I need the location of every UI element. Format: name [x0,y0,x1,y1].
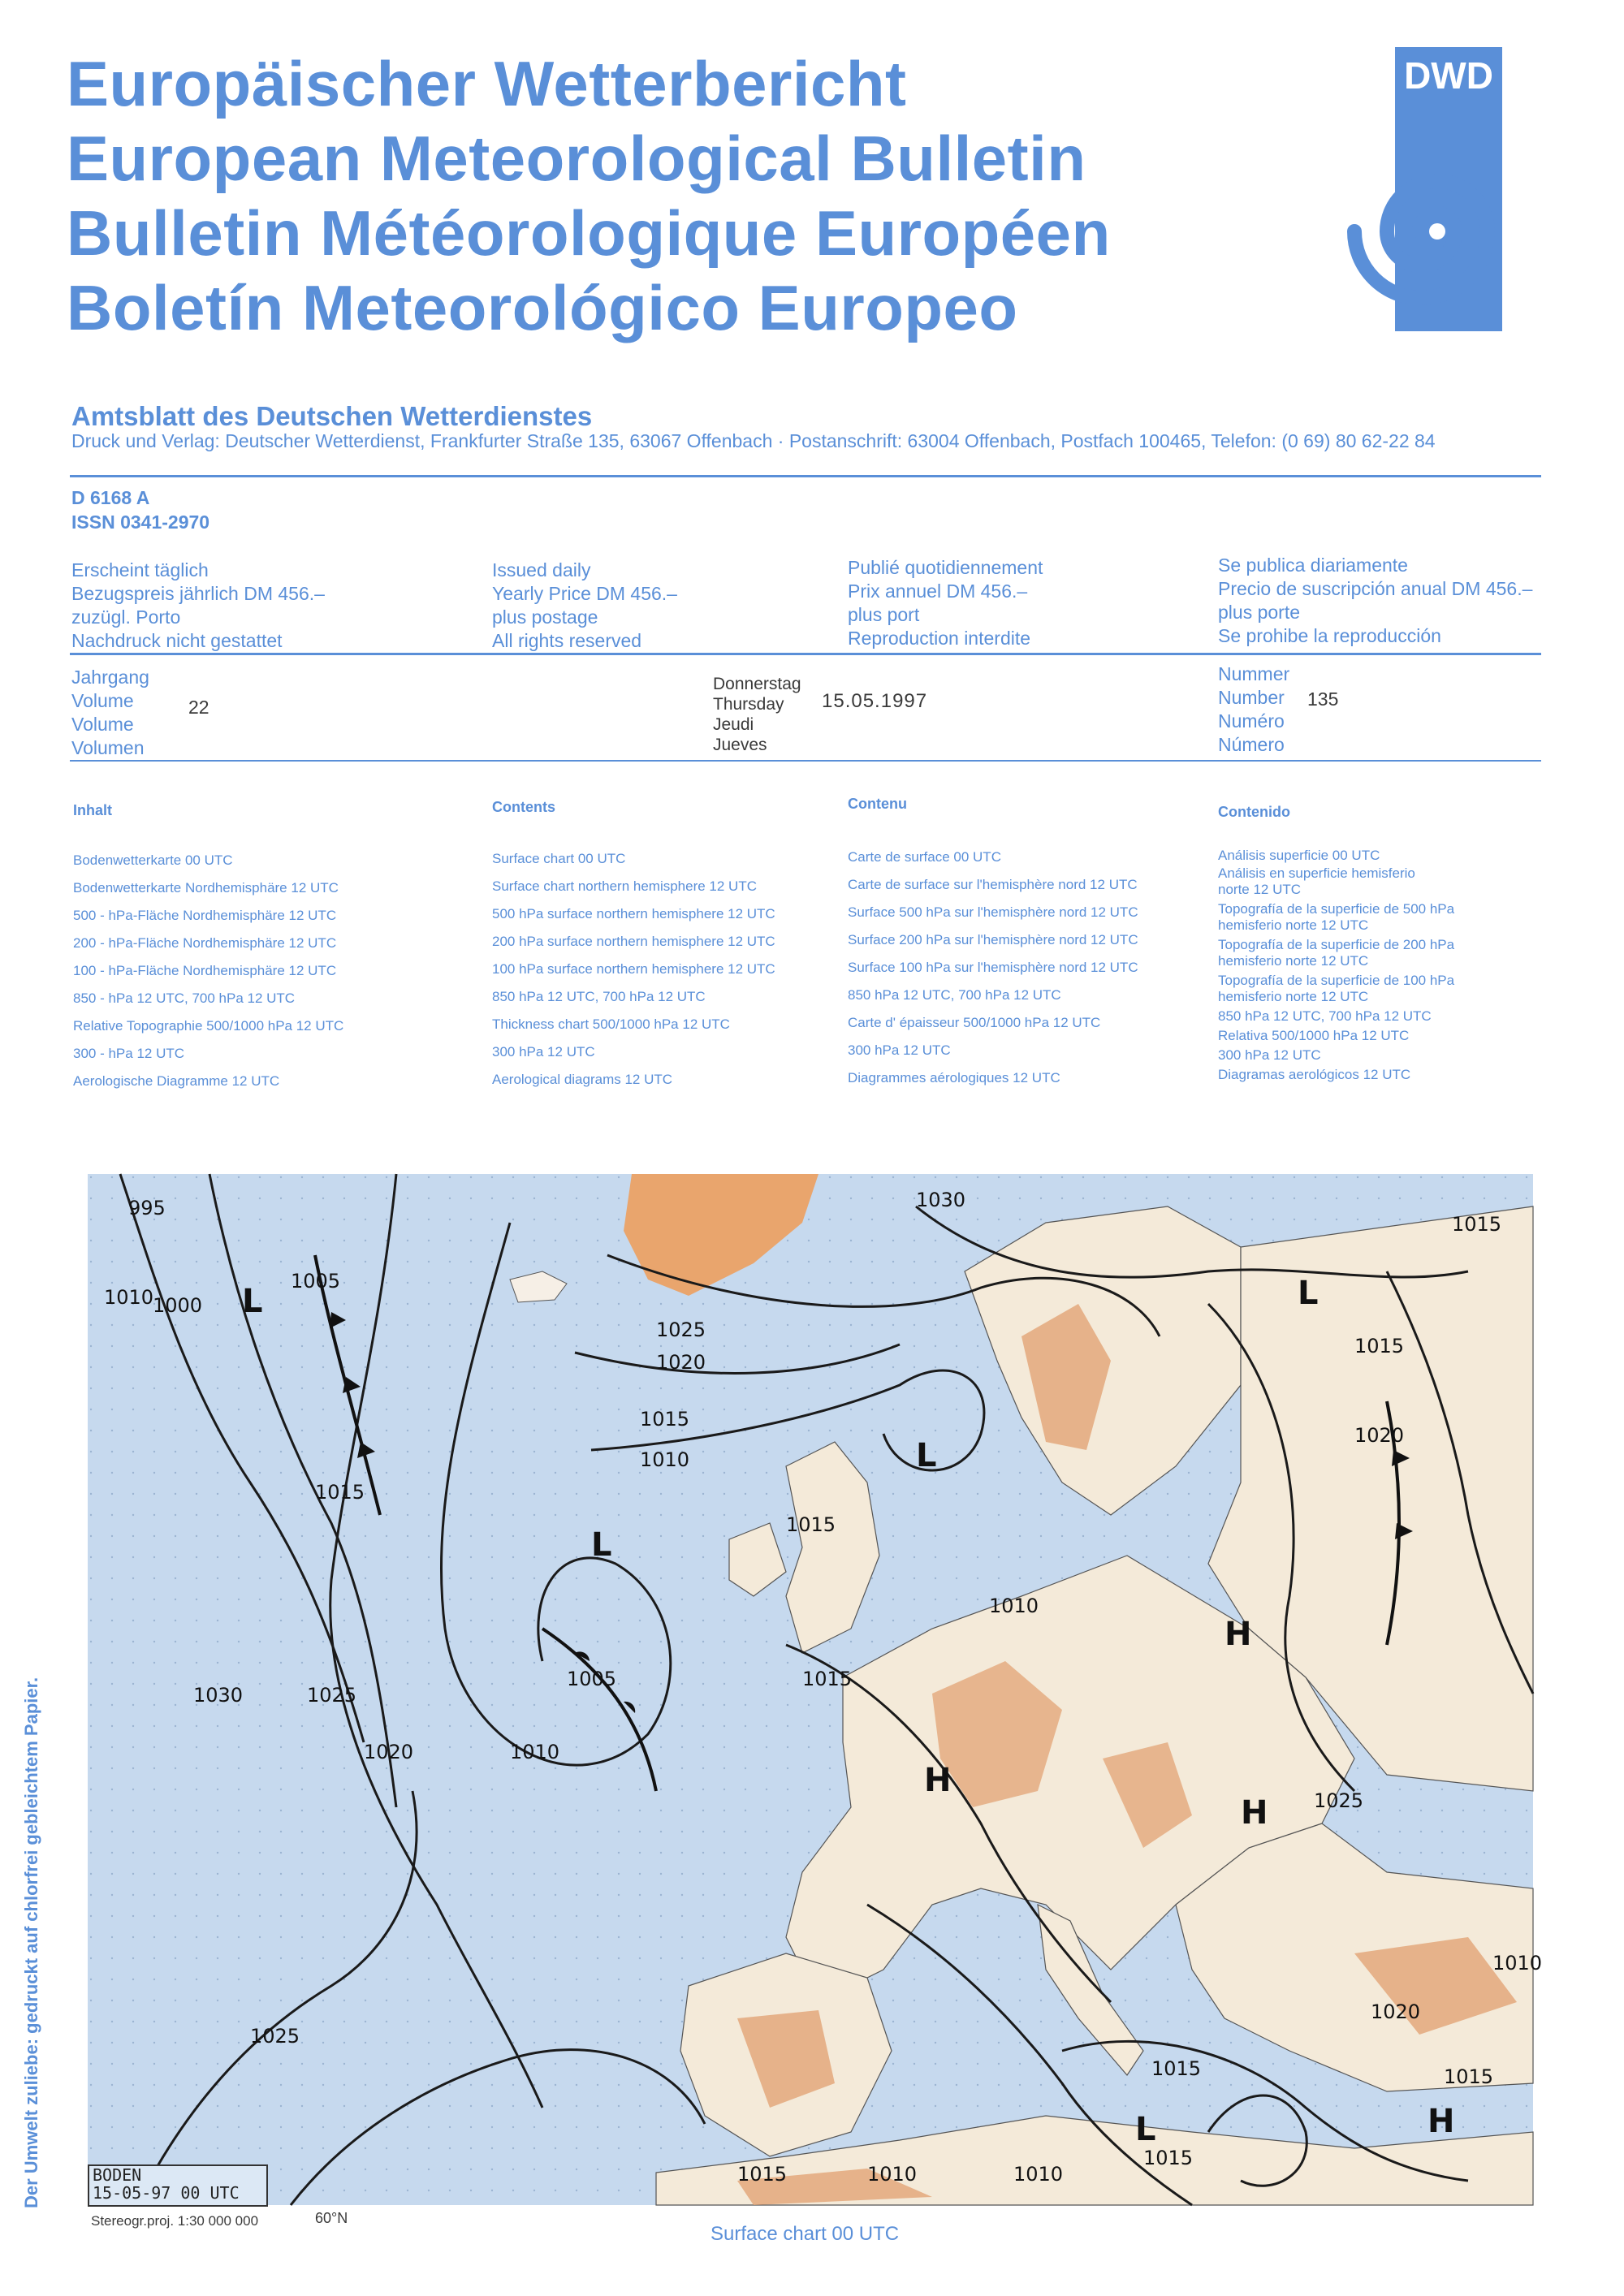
publication-code: D 6168 A [71,487,150,508]
subscription-de: Erscheint täglich Bezugspreis jährlich DM 456.– zuzügl. Porto Nachdruck nicht gestattet [71,559,325,651]
map-caption: Surface chart 00 UTC [710,2223,900,2245]
list-item: Bodenwetterkarte Nordhemisphäre 12 UTC [73,880,339,896]
isobar-label: 1020 [656,1351,706,1374]
list-item: Análisis superficie 00 UTC [1218,848,1380,863]
list-item: Carte de surface sur l'hemisphère nord 12 UTC [848,877,1138,892]
isobar-label: 1030 [916,1189,966,1211]
list-item: Diagramas aerológicos 12 UTC [1218,1067,1411,1082]
isobar-label: 1015 [1354,1335,1405,1357]
isobar-label: 1015 [1444,2065,1494,2088]
list-item: 850 hPa 12 UTC, 700 hPa 12 UTC [492,989,706,1004]
low-pressure-centre: L [242,1283,263,1320]
divider [70,760,1541,762]
publisher-line: Druck und Verlag: Deutscher Wetterdienst, Frankfurter Straße 135, 63067 Offenbach · Postanschrift: 63004 Offenbach, Postfach 100465, Telefon: (0 69) 80 62-22 84 [71,430,1436,451]
title-german: Europäischer Wetterbericht [67,48,907,119]
low-pressure-centre: L [591,1526,612,1564]
title-french: Bulletin Météorologique Européen [67,197,1111,269]
isobar-label: 1020 [1371,2000,1421,2023]
list-item: Relative Topographie 500/1000 hPa 12 UTC [73,1018,344,1034]
list-item: 850 hPa 12 UTC, 700 hPa 12 UTC [848,987,1061,1003]
subscription-fr: Publié quotidiennement Prix annuel DM 456.– plus port Reproduction interdite [848,557,1043,649]
number-labels: Nummer Number Numéro Número [1218,663,1290,755]
isobar-label: 1010 [989,1595,1039,1617]
list-item: 300 hPa 12 UTC [848,1042,951,1058]
list-item: 300 hPa 12 UTC [1218,1047,1321,1063]
high-pressure-centre: H [1241,1794,1268,1832]
divider [70,653,1541,655]
weekday-labels: Donnerstag Thursday Jeudi Jueves [713,675,801,754]
list-item: 200 hPa surface northern hemisphere 12 UTC [492,934,775,949]
isobar-label: 1010 [104,1286,154,1309]
isobar-label: 1030 [193,1684,244,1707]
isobar-label: 1010 [867,2163,918,2186]
weather-map-graphic [88,1174,1543,2205]
volume-labels: Jahrgang Volume Volume Volumen [71,667,149,758]
isobar-label: 1000 [153,1294,203,1317]
surface-weather-map [88,1174,1543,2205]
list-item: Topografía de la superficie de 100 hPa hemisferio norte 12 UTC [1218,973,1455,1004]
isobar-label: 1020 [1354,1424,1405,1447]
isobar-label: 1010 [1013,2163,1064,2186]
isobar-label: 1015 [640,1408,690,1431]
contents-heading-fr: Contenu [848,796,907,812]
list-item: Topografía de la superficie de 200 hPa hemisferio norte 12 UTC [1218,937,1455,969]
isobar-label: 1015 [802,1668,853,1690]
high-pressure-centre: H [1427,2103,1455,2140]
isobar-label: 1015 [1143,2147,1194,2169]
isobar-label: 1005 [567,1668,617,1690]
contents-heading-de: Inhalt [73,802,112,818]
list-item: 300 hPa 12 UTC [492,1044,595,1060]
isobar-label: 1020 [364,1741,414,1763]
list-item: 100 hPa surface northern hemisphere 12 UTC [492,961,775,977]
list-item: Surface 100 hPa sur l'hemisphère nord 12 UTC [848,960,1138,975]
subscription-en: Issued daily Yearly Price DM 456.– plus postage All rights reserved [492,559,677,651]
list-item: Carte d' épaisseur 500/1000 hPa 12 UTC [848,1015,1101,1030]
high-pressure-centre: H [1224,1616,1252,1653]
list-item: Diagrammes aérologiques 12 UTC [848,1070,1060,1085]
list-item: 850 hPa 12 UTC, 700 hPa 12 UTC [1218,1008,1432,1024]
isobar-label: 1025 [1314,1789,1364,1812]
list-item: 200 - hPa-Fläche Nordhemisphäre 12 UTC [73,935,337,951]
subscription-es: Se publica diariamente Precio de suscripción anual DM 456.– plus porte Se prohibe la reproducción [1218,555,1533,646]
contents-heading-en: Contents [492,799,555,815]
list-item: Aerological diagrams 12 UTC [492,1072,673,1087]
list-item: Thickness chart 500/1000 hPa 12 UTC [492,1016,730,1032]
list-item: Surface chart 00 UTC [492,851,626,866]
map-stamp: BODEN 15-05-97 00 UTC [88,2164,268,2207]
isobar-label: 1015 [315,1481,365,1504]
projection-note: Stereogr.proj. 1:30 000 000 [91,2213,259,2229]
list-item: Topografía de la superficie de 500 hPa hemisferio norte 12 UTC [1218,901,1455,933]
isobar-label: 1015 [1452,1213,1502,1236]
low-pressure-centre: L [1298,1275,1319,1312]
dwd-logo-text: DWD [1404,54,1493,97]
official-gazette: Amtsblatt des Deutschen Wetterdienstes [71,401,593,431]
list-item: 300 - hPa 12 UTC [73,1046,185,1061]
contents-heading-es: Contenido [1218,804,1290,820]
low-pressure-centre: L [916,1437,937,1474]
swirl-logo-icon [1315,122,1559,341]
isobar-label: 1015 [1151,2057,1202,2080]
list-item: 100 - hPa-Fläche Nordhemisphäre 12 UTC [73,963,337,978]
isobar-label: 1015 [786,1513,836,1536]
isobar-label: 1010 [510,1741,560,1763]
latitude-note: 60°N [315,2210,348,2226]
list-item: Aerologische Diagramme 12 UTC [73,1073,280,1089]
issn: ISSN 0341-2970 [71,511,210,533]
low-pressure-centre: L [1135,2111,1156,2148]
isobar-label: 1010 [1492,1952,1543,1974]
list-item: 500 hPa surface northern hemisphere 12 UTC [492,906,775,921]
isobar-label: 995 [128,1197,166,1219]
isobar-label: 1010 [640,1448,690,1471]
list-item: Surface chart northern hemisphere 12 UTC [492,878,757,894]
divider [70,475,1541,477]
list-item: Carte de surface 00 UTC [848,849,1001,865]
title-spanish: Boletín Meteorológico Europeo [67,272,1018,343]
volume-value: 22 [188,697,209,718]
list-item: Relativa 500/1000 hPa 12 UTC [1218,1028,1410,1043]
title-english: European Meteorological Bulletin [67,123,1086,194]
list-item: Surface 500 hPa sur l'hemisphère nord 12 UTC [848,904,1138,920]
list-item: 850 - hPa 12 UTC, 700 hPa 12 UTC [73,990,296,1006]
isobar-label: 1015 [737,2163,788,2186]
paper-note: Der Umwelt zuliebe: gedruckt auf chlorfrei gebleichtem Papier. [21,1677,41,2208]
isobar-label: 1025 [250,2025,300,2048]
list-item: Surface 200 hPa sur l'hemisphère nord 12 UTC [848,932,1138,947]
high-pressure-centre: H [924,1762,952,1799]
issue-date: 15.05.1997 [822,690,928,712]
isobar-label: 1025 [307,1684,357,1707]
list-item: Bodenwetterkarte 00 UTC [73,852,233,868]
list-item: 500 - hPa-Fläche Nordhemisphäre 12 UTC [73,908,337,923]
isobar-label: 1025 [656,1318,706,1341]
list-item: Análisis en superficie hemisferio norte 12 UTC [1218,865,1415,897]
isobar-label: 1005 [291,1270,341,1293]
issue-number: 135 [1307,688,1339,710]
